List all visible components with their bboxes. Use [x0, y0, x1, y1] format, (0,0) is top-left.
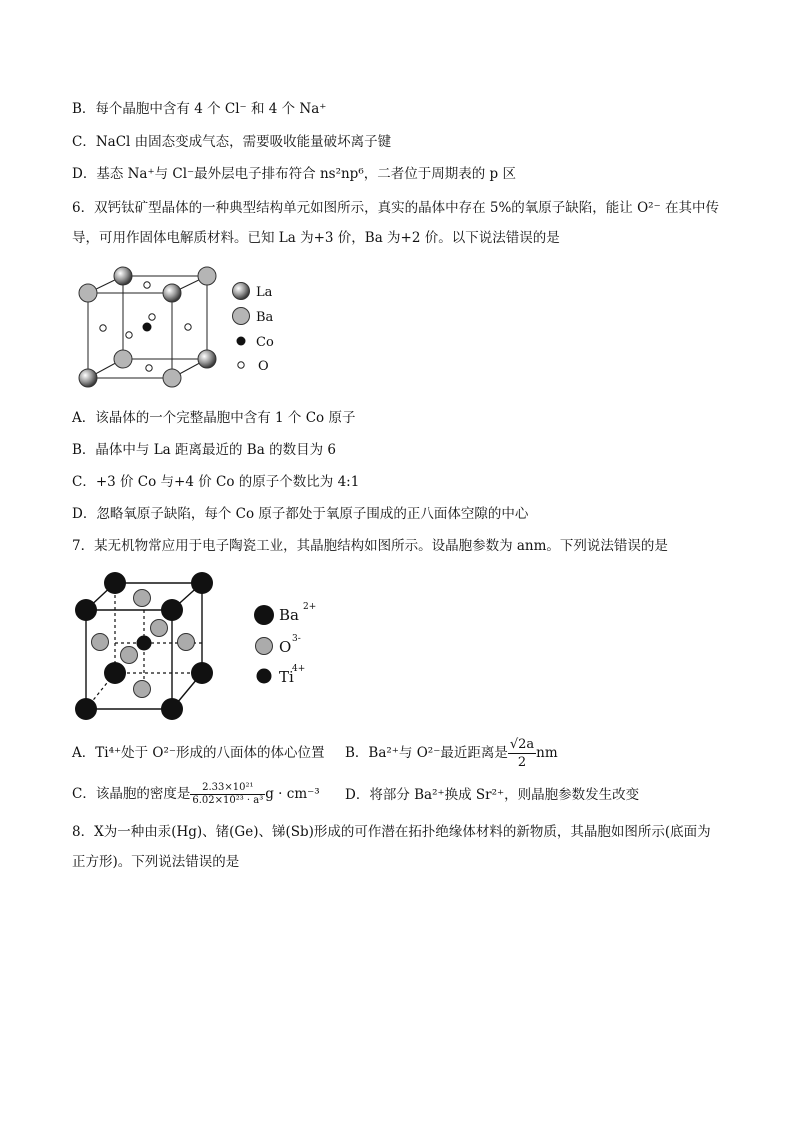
o-atom [146, 365, 152, 371]
legend-o-charge: 3- [292, 634, 301, 644]
q6-option-c: C．+3 价 Co 与+4 价 Co 的原子个数比为 4:1 [72, 474, 360, 490]
q7-option-c-fraction [190, 782, 265, 807]
legend-o-marker [238, 362, 244, 368]
q5-option-b: B．每个晶胞中含有 4 个 Cl⁻ 和 4 个 Na⁺ [72, 101, 327, 117]
legend-co-label: Co [256, 335, 274, 350]
legend-ba-charge: 2+ [303, 602, 317, 612]
fraction-denominator: 2 [517, 755, 527, 770]
q6-crystal-figure [68, 258, 288, 393]
co-atom [143, 323, 152, 332]
q6-stem: 6．双钙钛矿型晶体的一种典型结构单元如图所示，真实的晶体中存在 5%的氧原子缺陷，能让 O²⁻ 在其中传导，可用作固体电解质材料。已知 La 为+3 价，Ba 为+2 价。以下说法错误的是 [72, 200, 719, 246]
la-atom [163, 284, 181, 302]
legend-o-label: O [279, 638, 292, 656]
q5-option-d: D．基态 Na⁺与 Cl⁻最外层电子排布符合 ns²np⁶，二者位于周期表的 p 区 [72, 166, 516, 182]
ba-atom [75, 698, 97, 720]
q7-crystal-figure [68, 565, 328, 727]
ba-atom [163, 369, 181, 387]
q7-option-b-prefix: B．Ba²⁺与 O²⁻最近距离是 [345, 745, 508, 761]
legend-o-marker [256, 638, 273, 655]
ti-atom [137, 636, 152, 651]
q7-option-c-unit: g · cm⁻³ [265, 786, 320, 802]
ba-atom [198, 267, 216, 285]
o-atom [178, 634, 195, 651]
la-atom [198, 350, 216, 368]
o-atom [134, 681, 151, 698]
q6-option-a: A．该晶体的一个完整晶胞中含有 1 个 Co 原子 [72, 410, 356, 426]
q7-stem: 7．某无机物常应用于电子陶瓷工业，其晶胞结构如图所示。设晶胞参数为 anm。下列说法错误的是 [72, 538, 668, 554]
o-atom [144, 282, 150, 288]
ba-atom [114, 350, 132, 368]
q6-option-d: D．忽略氧原子缺陷，每个 Co 原子都处于氧原子围成的正八面体空隙的中心 [72, 506, 529, 522]
legend-ba-marker [254, 605, 274, 625]
legend-ba-marker [233, 308, 250, 325]
o-atom [149, 314, 155, 320]
fraction-numerator: 2.33×10²¹ [190, 782, 265, 795]
ba-atom [79, 284, 97, 302]
q7-option-d: D．将部分 Ba²⁺换成 Sr²⁺，则晶胞参数发生改变 [345, 787, 640, 803]
o-atom [121, 647, 138, 664]
legend-la-label: La [256, 285, 273, 300]
o-atom [185, 324, 191, 330]
fraction-denominator: 6.02×10²³ · a³ [192, 795, 264, 806]
la-atom [79, 369, 97, 387]
q5-option-c: C．NaCl 由固态变成气态，需要吸收能量破坏离子键 [72, 134, 392, 150]
ba-atom [104, 572, 126, 594]
q7-option-b-unit: nm [536, 745, 558, 761]
o-atom [134, 590, 151, 607]
o-atom [100, 325, 106, 331]
legend-o-label: O [258, 359, 269, 374]
la-atom [114, 267, 132, 285]
q7-option-b [345, 733, 558, 773]
q7-option-b-fraction [508, 736, 536, 771]
o-atom [92, 634, 109, 651]
legend-co-marker [237, 337, 246, 346]
q8-stem: 8．X为一种由汞(Hg)、锗(Ge)、锑(Sb)形成的可作潜在拓扑绝缘体材料的新物质，其晶胞如图所示(底面为正方形)。下列说法错误的是 [72, 824, 711, 870]
o-atom [151, 620, 168, 637]
ba-atom [75, 599, 97, 621]
q6-option-b: B．晶体中与 La 距离最近的 Ba 的数目为 6 [72, 442, 336, 458]
ba-atom [191, 662, 213, 684]
ba-atom [161, 599, 183, 621]
legend-la-marker [233, 283, 250, 300]
legend-ba-label: Ba [256, 310, 274, 325]
legend-ti-marker [257, 669, 272, 684]
legend-ti-charge: 4+ [292, 664, 306, 674]
q7-option-a: A．Ti⁴⁺处于 O²⁻形成的八面体的体心位置 [72, 745, 325, 761]
legend-ba-label: Ba [279, 606, 299, 624]
ba-atom [191, 572, 213, 594]
o-atom [126, 332, 132, 338]
fraction-numerator: √2a [509, 737, 535, 752]
ba-atom [161, 698, 183, 720]
q7-option-c [72, 776, 320, 812]
ba-atom [104, 662, 126, 684]
q7-option-c-prefix: C．该晶胞的密度是 [72, 786, 191, 802]
legend-ti-label: Ti [279, 668, 294, 686]
